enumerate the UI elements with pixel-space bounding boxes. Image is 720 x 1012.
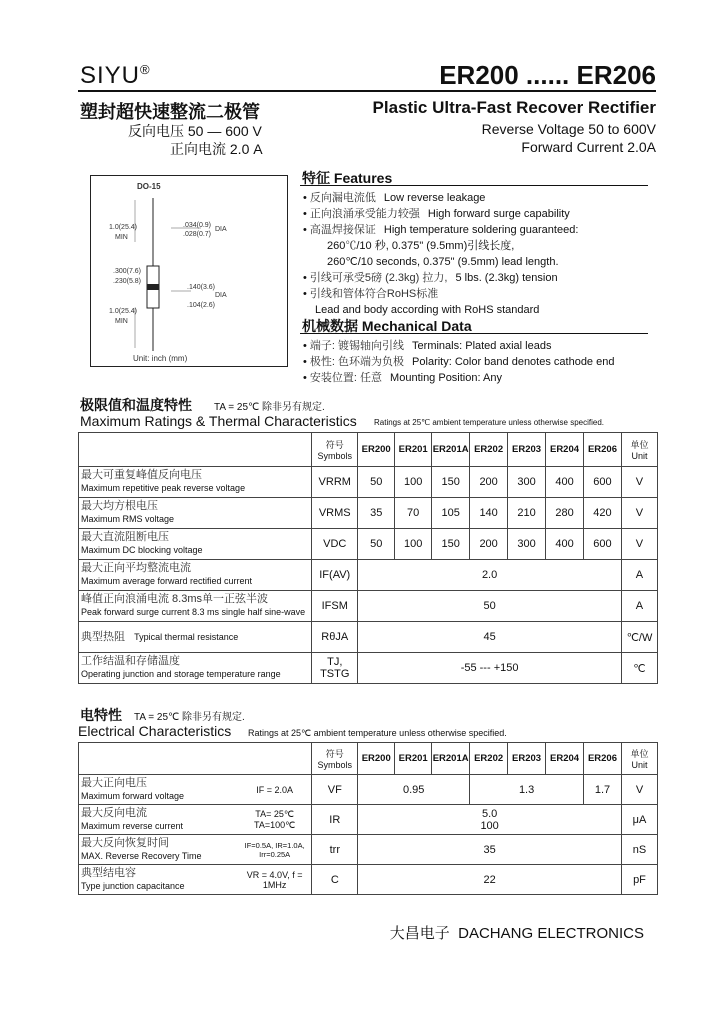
- list-item: • 极性: 色环端为负极 Polarity: Color band denotes cathode end: [303, 356, 615, 368]
- list-item: • 正向浪涌承受能力较强 High forward surge capability: [303, 208, 570, 220]
- features-title: 特征 Features: [302, 170, 393, 186]
- electrical-table: [78, 742, 658, 895]
- table-row: 工作结温和存储温度 Operating junction and storage temperature range TJ, TSTG -55 --- +150 ℃: [79, 653, 658, 684]
- mechanical-title: 机械数据 Mechanical Data: [302, 318, 472, 334]
- table-header-row: 符号 Symbols ER200 ER201 ER201A ER202 ER203 ER204 ER206 单位 Unit: [79, 433, 658, 467]
- footer-company: 大昌电子 DACHANG ELECTRONICS: [389, 925, 644, 942]
- table-row: 最大直流阻断电压 Maximum DC blocking voltage VDC 50 100 150 200 300 400 600 V: [79, 529, 658, 560]
- list-item: 260℃/10 秒, 0.375" (9.5mm)引线长度,: [327, 240, 515, 252]
- forward-current-cn: 正向电流 2.0 A: [170, 141, 263, 157]
- model-range: ER200 ...... ER206: [439, 60, 656, 90]
- list-item: • 端子: 镀锡轴向引线 Terminals: Plated axial leads: [303, 340, 552, 352]
- package-name: DO-15: [137, 182, 161, 191]
- list-item: • 引线可承受5磅 (2.3kg) 拉力, 5 lbs. (2.3kg) tension: [303, 272, 558, 284]
- electrical-note-cn: TA = 25℃ 除非另有规定.: [134, 712, 245, 723]
- table-row: 最大反向恢复时间 MAX. Reverse Recovery Time IF=0.5A, IR=1.0A, Irr=0.25A trr 35 nS: [79, 835, 658, 865]
- title-en: Plastic Ultra-Fast Recover Rectifier: [372, 98, 656, 117]
- package-drawing: DO-15 1.0(25.4) MIN .034(0.9) .028(0.7) DIA .300(7.6) .230(5.8) .140(3.6) .104(2.6) DIA 1.0(25.4) MIN Unit: inch (mm): [90, 175, 288, 367]
- features-divider: [300, 185, 648, 186]
- forward-current-en: Forward Current 2.0A: [521, 139, 656, 155]
- table-row: 典型结电容 Type junction capacitance VR = 4.0V, f = 1MHz C 22 pF: [79, 865, 658, 895]
- reverse-voltage-cn: 反向电压 50 — 600 V: [128, 123, 262, 139]
- max-ratings-title-cn: 极限值和温度特性: [80, 397, 192, 413]
- title-cn: 塑封超快速整流二极管: [80, 102, 260, 122]
- list-item: • 反向漏电流低 Low reverse leakage: [303, 192, 486, 204]
- mechanical-divider: [300, 333, 648, 334]
- table-row: 最大正向电压 Maximum forward voltage IF = 2.0A VF 0.95 1.3 1.7 V: [79, 775, 658, 805]
- electrical-note-en: Ratings at 25℃ ambient temperature unless otherwise specified.: [248, 728, 507, 738]
- features-list: [303, 190, 663, 318]
- table-row: 最大正向平均整流电流 Maximum average forward rectified current IF(AV) 2.0 A: [79, 560, 658, 591]
- list-item: • 高温焊接保证 High temperature soldering guaranteed:: [303, 224, 579, 236]
- table-row: 最大反向电流 Maximum reverse current TA= 25℃ TA=100℃ IR 5.0 100 μA: [79, 805, 658, 835]
- list-item: 260℃/10 seconds, 0.375" (9.5mm) lead length.: [327, 256, 559, 268]
- list-item: • 引线和管体符合RoHS标准: [303, 288, 439, 300]
- reverse-voltage-en: Reverse Voltage 50 to 600V: [481, 121, 656, 137]
- mechanical-list: [303, 338, 663, 386]
- unit-note: Unit: inch (mm): [133, 354, 188, 363]
- table-row: 最大可重复峰值反向电压 Maximum repetitive peak reverse voltage VRRM 50 100 150 200 300 400 600 V: [79, 467, 658, 498]
- table-row: 典型热阻 Typical thermal resistance RθJA 45 ℃/W: [79, 622, 658, 653]
- electrical-title-en: Electrical Characteristics: [78, 723, 232, 739]
- electrical-title-cn: 电特性: [80, 707, 122, 723]
- table-row: 最大均方根电压 Maximum RMS voltage VRMS 35 70 105 140 210 280 420 V: [79, 498, 658, 529]
- list-item: Lead and body according with RoHS standard: [315, 304, 540, 316]
- brand-logo: SIYU®: [80, 62, 151, 89]
- max-ratings-title-en: Maximum Ratings & Thermal Characteristics: [80, 413, 357, 429]
- table-row: 峰值正向浪涌电流 8.3ms单一正弦半波 Peak forward surge current 8.3 ms single half sine-wave IFSM 50 A: [79, 591, 658, 622]
- list-item: • 安装位置: 任意 Mounting Position: Any: [303, 372, 502, 384]
- max-ratings-note-en: Ratings at 25℃ ambient temperature unless otherwise specified.: [374, 418, 604, 427]
- header-divider: [78, 90, 656, 92]
- max-ratings-table: [78, 432, 658, 684]
- max-ratings-note-cn: TA = 25℃ 除非另有规定.: [214, 402, 325, 413]
- table-header-row: 符号 Symbols ER200 ER201 ER201A ER202 ER203 ER204 ER206 单位 Unit: [79, 743, 658, 775]
